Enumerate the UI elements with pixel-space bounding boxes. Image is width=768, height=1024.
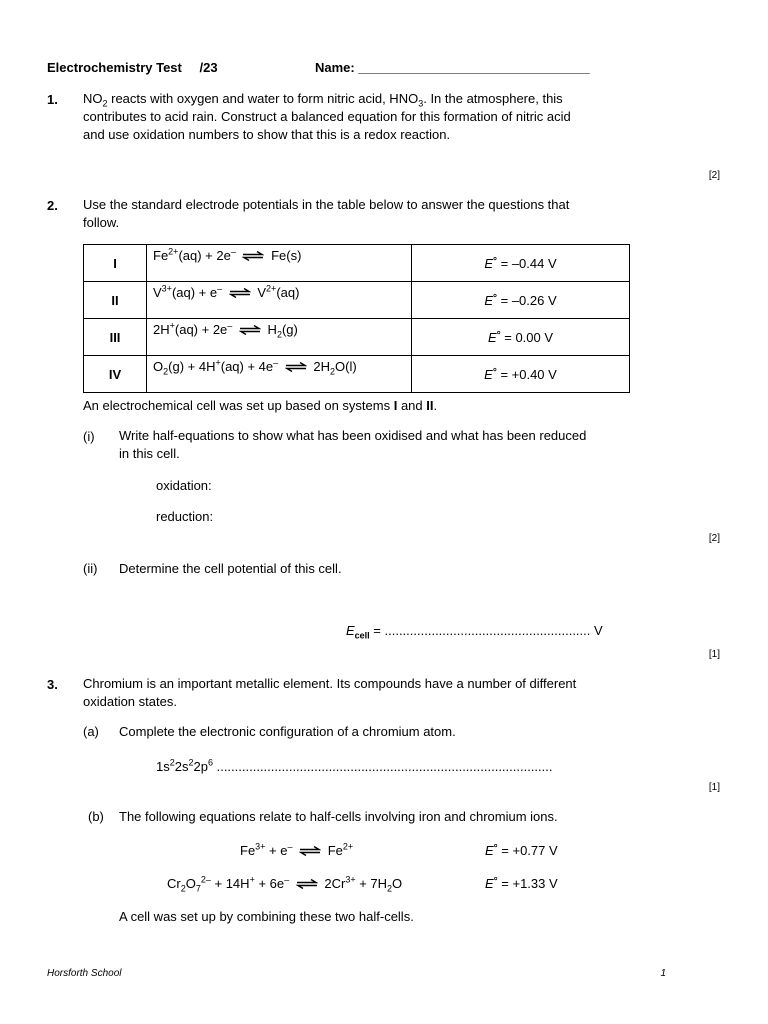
half-equation: $V^{3+}(aq) + e^-$ $V^{2+}(aq)$ — [147, 282, 412, 319]
q1-mark: [2] — [708, 170, 720, 181]
q1-number: 1. — [47, 92, 58, 107]
part-b-label: (b) — [88, 809, 104, 824]
system-numeral: IV — [84, 356, 147, 393]
test-total: /23 — [199, 60, 218, 75]
half-equation: $Fe^{2+}(aq) + 2e^-$ Fe(s) — [147, 245, 412, 282]
q1-line3: and use oxidation numbers to show that this is a redox reaction. — [83, 127, 451, 142]
half-equation: 2H+(aq) + 2e– $H_2(g)$ — [147, 319, 412, 356]
table-row — [84, 282, 630, 319]
q1-line2: contributes to acid rain. Construct a balanced equation for this formation of nitric acid — [83, 109, 571, 124]
part-i-label: (i) — [83, 429, 95, 444]
electrode-potential: E° = –0.44 V — [412, 245, 630, 282]
table-row — [84, 245, 630, 282]
footer-school: Horsforth School — [47, 968, 122, 979]
name-field — [315, 60, 590, 75]
q2-number: 2. — [47, 198, 58, 213]
part-a-label: (a) — [83, 724, 99, 739]
q3-intro — [83, 675, 576, 711]
dichromate-half-equation: $Cr_2O_7^{2-} + 14H^+ + 6e^-$ $2Cr^{3+} + 7H_2O$ — [167, 874, 403, 894]
electrode-potential: E° = –0.26 V — [412, 282, 630, 319]
part-i-line2: in this cell. — [119, 446, 180, 461]
iron-half-equation: $Fe^{3+} + e^-$ $Fe^{2+}$ — [240, 841, 354, 858]
part-ii-text: Determine the cell potential of this cell. — [119, 561, 342, 576]
part-i-line1: Write half-equations to show what has been oxidised and what has been reduced — [119, 428, 587, 443]
electrode-potential: E° = 0.00 V — [412, 319, 630, 356]
q3-intro-line1: Chromium is an important metallic element. Its compounds have a number of different — [83, 676, 577, 691]
equilibrium-arrow-icon — [242, 251, 264, 261]
system-numeral: III — [84, 319, 147, 356]
equilibrium-arrow-icon — [239, 325, 261, 335]
dichromate-potential: E° = +1.33 V — [485, 876, 558, 891]
name-label: Name: — [315, 60, 355, 75]
half-equation: $O_2(g) + 4H^+(aq) + 4e^-$ $2H_2O(l)$ — [147, 356, 412, 393]
test-title — [47, 60, 218, 75]
electron-config-dots: ............................................................................................. — [212, 759, 553, 774]
table-row — [84, 356, 630, 393]
test-title-text: Electrochemistry Test — [47, 60, 182, 75]
equilibrium-arrow-icon — [296, 879, 318, 889]
reduction-label: reduction: — [156, 509, 214, 524]
part-a-mark: [1] — [708, 782, 720, 793]
equilibrium-arrow-icon — [229, 288, 251, 298]
name-line: ________________________________ — [358, 60, 590, 75]
system-numeral: II — [84, 282, 147, 319]
electrode-potential-table — [83, 244, 630, 393]
equilibrium-arrow-icon — [299, 846, 321, 856]
equilibrium-arrow-icon — [285, 362, 307, 372]
q2-intro — [83, 196, 569, 232]
system-numeral: I — [84, 245, 147, 282]
q1-line1: $NO_2$ reacts with oxygen and water to form nitric acid, $HNO_3$. In the atmosphere, this — [83, 91, 563, 109]
q3-number: 3. — [47, 677, 58, 692]
electron-config: $1s^22s^22p^6$ — [156, 757, 213, 774]
part-b-closing-text: A cell was set up by combining these two half-cells. — [119, 909, 414, 924]
part-ii-label: (ii) — [83, 561, 98, 576]
iron-potential: E° = +0.77 V — [485, 843, 558, 858]
part-a-text: Complete the electronic configuration of a chromium atom. — [119, 724, 456, 739]
part-i-text — [119, 427, 586, 463]
oxidation-label: oxidation: — [156, 478, 212, 493]
electrode-potential: E° = +0.40 V — [412, 356, 630, 393]
q3-intro-line2: oxidation states. — [83, 694, 177, 709]
table-row — [84, 319, 630, 356]
footer-page-number: 1 — [660, 968, 666, 979]
part-b-text: The following equations relate to half-cells involving iron and chromium ions. — [119, 809, 558, 824]
cell-setup-text: An electrochemical cell was set up based on systems I and II. — [83, 398, 438, 413]
q2-intro-line1: Use the standard electrode potentials in the table below to answer the questions that — [83, 197, 570, 212]
electron-config-line — [156, 759, 553, 774]
q1-text — [83, 90, 571, 144]
part-ii-mark: [1] — [708, 649, 720, 660]
part-i-mark: [2] — [708, 533, 720, 544]
ecell-answer-line: $E_{cell}$ = ......................................................... V — [346, 623, 603, 641]
q2-intro-line2: follow. — [83, 215, 120, 230]
